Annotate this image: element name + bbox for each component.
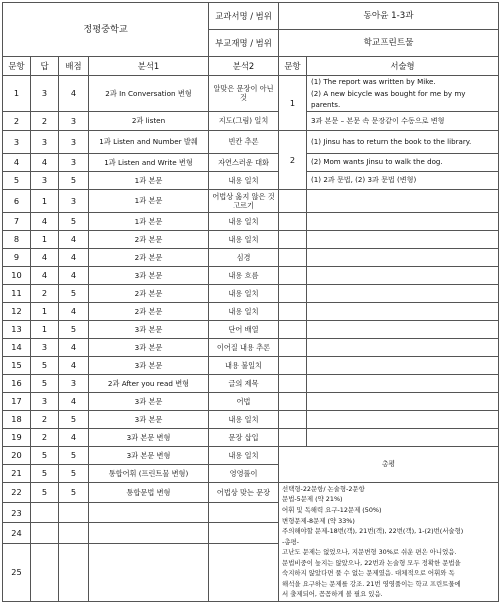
- col-header-analysis2: 분석2: [209, 57, 279, 76]
- analysis1-cell: 2과 In Conversation 변형: [89, 76, 209, 112]
- blank-cell: [307, 212, 499, 230]
- analysis2-cell: 이어질 내용 추론: [209, 338, 279, 356]
- points-cell: 5: [59, 464, 89, 482]
- answer-cell: 2: [31, 284, 59, 302]
- analysis1-cell: 3과 본문: [89, 410, 209, 428]
- points-cell: 4: [59, 248, 89, 266]
- analysis2-cell: 내용 일치: [209, 230, 279, 248]
- blank-cell: [279, 374, 307, 392]
- review-line: 문법비중이 높지는 않았으나, 22번과 논술형 모두 정확한 문법을: [282, 558, 461, 567]
- blank-cell: [307, 284, 499, 302]
- table-row: [3, 374, 499, 392]
- points-cell: 3: [59, 189, 89, 212]
- blank-cell: [307, 356, 499, 374]
- essay-note: 3과 본문 – 본문 속 문장같이 수동으로 변형: [307, 111, 499, 130]
- blank-cell: [307, 428, 499, 446]
- question-number: 18: [3, 410, 31, 428]
- analysis2-cell: 내용 일치: [209, 302, 279, 320]
- blank-cell: [279, 189, 307, 212]
- analysis2-cell: 자연스러운 대화: [209, 153, 279, 171]
- blank-cell: [307, 189, 499, 212]
- analysis1-cell: 3과 본문 변형: [89, 446, 209, 464]
- analysis2-cell: 지도(그림) 일치: [209, 111, 279, 130]
- analysis2-cell: 내용 일치: [209, 446, 279, 464]
- answer-cell: 3: [31, 338, 59, 356]
- points-cell: 4: [59, 302, 89, 320]
- question-number: 25: [3, 543, 31, 601]
- table-row: [3, 338, 499, 356]
- analysis2-cell: 내용 흐름: [209, 266, 279, 284]
- question-number: 15: [3, 356, 31, 374]
- analysis2-cell: [209, 523, 279, 543]
- analysis1-cell: 2과 After you read 변형: [89, 374, 209, 392]
- col-header-q2: 문항: [279, 57, 307, 76]
- table-row: [3, 482, 499, 502]
- points-cell: 3: [59, 153, 89, 171]
- analysis2-cell: 내용 일치: [209, 410, 279, 428]
- answer-cell: 4: [31, 212, 59, 230]
- answer-cell: 4: [31, 153, 59, 171]
- analysis2-cell: 내용 일치: [209, 212, 279, 230]
- table-row: [3, 111, 499, 130]
- col-header-points: 배점: [59, 57, 89, 76]
- table-row: [3, 189, 499, 212]
- analysis2-cell: 어법: [209, 392, 279, 410]
- analysis2-cell: 영영풀이: [209, 464, 279, 482]
- answer-cell: 5: [31, 356, 59, 374]
- answer-cell: 3: [31, 130, 59, 153]
- question-number: 20: [3, 446, 31, 464]
- question-number: 16: [3, 374, 31, 392]
- analysis2-cell: 어법상 옳지 않은 것 고르기: [209, 189, 279, 212]
- supplement-value: 학교프린트물: [279, 30, 499, 57]
- answer-cell: 5: [31, 446, 59, 464]
- table-row: [3, 302, 499, 320]
- blank-cell: [307, 302, 499, 320]
- essay-answer-line: (2) A new bicycle was bought for me by my parents.: [311, 89, 466, 109]
- essay-answer: [307, 76, 499, 112]
- col-header-essay: 서술형: [307, 57, 499, 76]
- analysis1-cell: 3과 본문 변형: [89, 428, 209, 446]
- supplement-label: 부교재명 / 범위: [209, 30, 279, 57]
- answer-cell: [31, 503, 59, 523]
- analysis1-cell: [89, 503, 209, 523]
- answer-cell: 3: [31, 76, 59, 112]
- question-number: 6: [3, 189, 31, 212]
- analysis2-cell: 문장 삽입: [209, 428, 279, 446]
- question-number: 24: [3, 523, 31, 543]
- blank-cell: [279, 266, 307, 284]
- points-cell: 5: [59, 482, 89, 502]
- analysis1-cell: 2과 본문: [89, 230, 209, 248]
- analysis1-cell: 통합어휘 (프린트물 변형): [89, 464, 209, 482]
- question-number: 8: [3, 230, 31, 248]
- analysis1-cell: 3과 본문: [89, 320, 209, 338]
- blank-cell: [307, 248, 499, 266]
- answer-cell: 5: [31, 374, 59, 392]
- col-header-analysis1: 분석1: [89, 57, 209, 76]
- analysis1-cell: 3과 본문: [89, 266, 209, 284]
- essay-question-number: 1: [279, 76, 307, 131]
- table-row: [3, 212, 499, 230]
- points-cell: 3: [59, 374, 89, 392]
- question-number: 23: [3, 503, 31, 523]
- answer-cell: 2: [31, 410, 59, 428]
- review-line: 어휘 및 독해력 요구-12문제 (50%): [282, 505, 382, 514]
- question-number: 10: [3, 266, 31, 284]
- table-row: [3, 266, 499, 284]
- essay-answer: [307, 130, 499, 153]
- points-cell: 5: [59, 410, 89, 428]
- analysis1-cell: 2과 listen: [89, 111, 209, 130]
- answer-cell: 3: [31, 171, 59, 189]
- table-row: [3, 428, 499, 446]
- analysis1-cell: 1과 본문: [89, 171, 209, 189]
- analysis2-cell: 빈칸 추론: [209, 130, 279, 153]
- blank-cell: [307, 410, 499, 428]
- school-name: 정평중학교: [3, 3, 209, 57]
- analysis2-cell: [209, 503, 279, 523]
- points-cell: 4: [59, 392, 89, 410]
- answer-cell: 1: [31, 302, 59, 320]
- answer-cell: 1: [31, 230, 59, 248]
- question-number: 21: [3, 464, 31, 482]
- points-cell: 4: [59, 266, 89, 284]
- answer-cell: 2: [31, 428, 59, 446]
- blank-cell: [279, 410, 307, 428]
- points-cell: [59, 543, 89, 601]
- question-number: 3: [3, 130, 31, 153]
- review-line: 숙지하지 않았다면 풀 수 없는 문제였음. 대체적으로 어휘와 독: [282, 569, 455, 578]
- analysis1-cell: 3과 본문: [89, 356, 209, 374]
- analysis1-cell: 3과 본문: [89, 392, 209, 410]
- review-line: 문법-5문제 (약 21%): [282, 495, 343, 504]
- answer-cell: 4: [31, 266, 59, 284]
- table-row: [3, 153, 499, 171]
- analysis1-cell: [89, 543, 209, 601]
- review-title: 총평: [279, 446, 499, 482]
- analysis1-cell: 1과 본문: [89, 189, 209, 212]
- analysis2-cell: 단어 배열: [209, 320, 279, 338]
- blank-cell: [307, 266, 499, 284]
- review-line: 고난도 문제는 없었으나, 지문변형 30%로 쉬운 편은 아니었음.: [282, 548, 457, 557]
- textbook-value: 동아윤 1-3과: [279, 3, 499, 30]
- blank-cell: [279, 248, 307, 266]
- blank-cell: [279, 320, 307, 338]
- analysis2-cell: 내용 일치: [209, 284, 279, 302]
- blank-cell: [279, 338, 307, 356]
- question-number: 19: [3, 428, 31, 446]
- review-line: -총평-: [282, 537, 299, 546]
- question-number: 9: [3, 248, 31, 266]
- points-cell: 4: [59, 428, 89, 446]
- analysis2-cell: 알맞은 문장이 아닌 것: [209, 76, 279, 112]
- analysis2-cell: 어법상 맞는 문장: [209, 482, 279, 502]
- table-row: [3, 446, 499, 464]
- table-row: [3, 284, 499, 302]
- question-number: 17: [3, 392, 31, 410]
- analysis2-cell: 글의 제목: [209, 374, 279, 392]
- analysis1-cell: 3과 본문: [89, 338, 209, 356]
- analysis1-cell: 1과 Listen and Number 발췌: [89, 130, 209, 153]
- review-line: 주의해야할 문제-18번(객), 21번(객), 22번(객), 1-(2)번(서술형): [282, 527, 464, 536]
- review-line: 서 출제되어, 꼼꼼하게 볼 필요 있음.: [282, 590, 383, 599]
- col-header-answer: 답: [31, 57, 59, 76]
- review-line: 변형문제-8문제 (약 33%): [282, 516, 355, 525]
- analysis1-cell: 2과 본문: [89, 248, 209, 266]
- analysis2-cell: 내용 일치: [209, 171, 279, 189]
- table-row: [3, 171, 499, 189]
- points-cell: [59, 503, 89, 523]
- essay-answer: [307, 153, 499, 171]
- points-cell: 5: [59, 446, 89, 464]
- table-row: [3, 410, 499, 428]
- blank-cell: [279, 230, 307, 248]
- blank-cell: [307, 392, 499, 410]
- question-number: 12: [3, 302, 31, 320]
- table-row: [3, 230, 499, 248]
- question-number: 13: [3, 320, 31, 338]
- points-cell: 4: [59, 338, 89, 356]
- analysis1-cell: [89, 523, 209, 543]
- table-row: [3, 76, 499, 112]
- blank-cell: [307, 230, 499, 248]
- blank-cell: [279, 212, 307, 230]
- analysis1-cell: 1과 Listen and Write 변형: [89, 153, 209, 171]
- blank-cell: [307, 374, 499, 392]
- blank-cell: [279, 392, 307, 410]
- answer-cell: 2: [31, 111, 59, 130]
- points-cell: 5: [59, 212, 89, 230]
- points-cell: 4: [59, 356, 89, 374]
- review-body: [279, 482, 499, 601]
- question-number: 11: [3, 284, 31, 302]
- textbook-label: 교과서명 / 범위: [209, 3, 279, 30]
- analysis2-cell: 심경: [209, 248, 279, 266]
- answer-cell: 5: [31, 464, 59, 482]
- essay-answer-line: (1) Jinsu has to return the book to the library.: [311, 136, 472, 146]
- answer-cell: 1: [31, 320, 59, 338]
- points-cell: 5: [59, 320, 89, 338]
- analysis1-cell: 1과 본문: [89, 212, 209, 230]
- blank-cell: [279, 356, 307, 374]
- answer-cell: [31, 523, 59, 543]
- points-cell: 3: [59, 111, 89, 130]
- answer-cell: 3: [31, 392, 59, 410]
- points-cell: 5: [59, 284, 89, 302]
- question-number: 14: [3, 338, 31, 356]
- analysis2-cell: 내용 불일치: [209, 356, 279, 374]
- table-row: [3, 130, 499, 153]
- blank-cell: [279, 302, 307, 320]
- table-row: [3, 320, 499, 338]
- essay-note: (1) 2과 문법, (2) 3과 문법 (변형): [307, 171, 499, 189]
- analysis1-cell: 2과 본문: [89, 302, 209, 320]
- table-row: [3, 356, 499, 374]
- blank-cell: [279, 428, 307, 446]
- col-header-q: 문항: [3, 57, 31, 76]
- review-line: 선택형-22문항/ 논술형-2문항: [282, 484, 365, 493]
- essay-answer-line: (1) The report was written by Mike.: [311, 77, 436, 86]
- essay-question-number: 2: [279, 130, 307, 189]
- review-line: 해석을 요구하는 문제를 강조. 21번 영영풀이는 학교 프린트물에: [282, 579, 461, 588]
- question-number: 5: [3, 171, 31, 189]
- analysis1-cell: 2과 본문: [89, 284, 209, 302]
- points-cell: [59, 523, 89, 543]
- essay-answer-line: (2) Mom wants Jinsu to walk the dog.: [311, 157, 443, 167]
- answer-cell: 4: [31, 248, 59, 266]
- blank-cell: [307, 338, 499, 356]
- points-cell: 4: [59, 76, 89, 112]
- question-number: 22: [3, 482, 31, 502]
- blank-cell: [307, 320, 499, 338]
- points-cell: 3: [59, 130, 89, 153]
- blank-cell: [279, 284, 307, 302]
- question-number: 1: [3, 76, 31, 112]
- points-cell: 5: [59, 171, 89, 189]
- exam-analysis-table: [2, 2, 499, 602]
- table-row: [3, 392, 499, 410]
- answer-cell: 1: [31, 189, 59, 212]
- question-number: 2: [3, 111, 31, 130]
- question-number: 4: [3, 153, 31, 171]
- points-cell: 4: [59, 230, 89, 248]
- analysis1-cell: 통합문법 변형: [89, 482, 209, 502]
- answer-cell: [31, 543, 59, 601]
- analysis2-cell: [209, 543, 279, 601]
- answer-cell: 5: [31, 482, 59, 502]
- table-row: [3, 248, 499, 266]
- question-number: 7: [3, 212, 31, 230]
